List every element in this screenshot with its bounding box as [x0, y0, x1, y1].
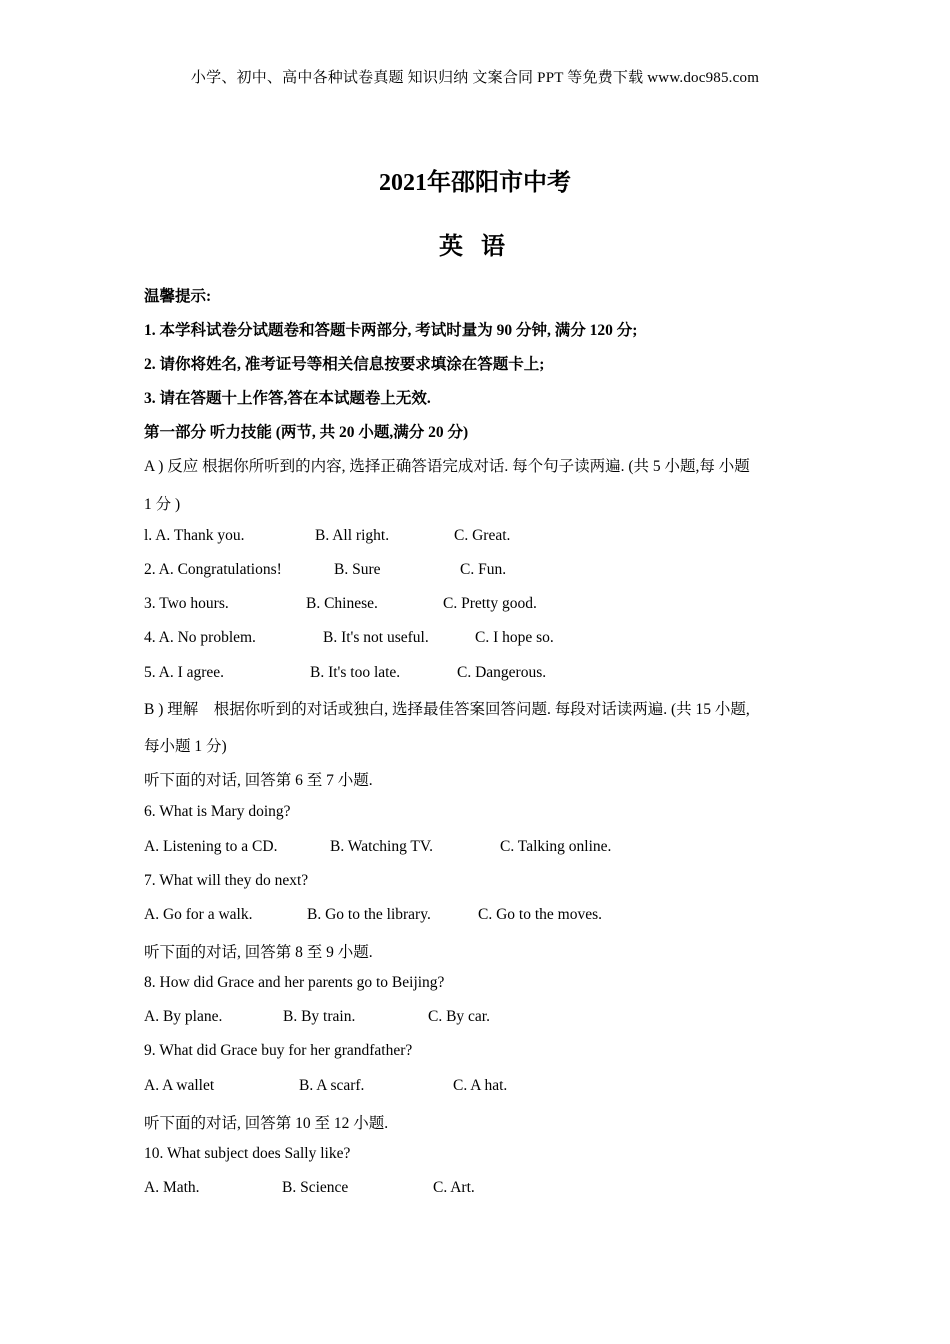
question-1 [144, 527, 844, 549]
group-instruction-8-9: 听下面的对话, 回答第 8 至 9 小题. [144, 944, 373, 961]
question-6-options [144, 838, 844, 860]
option-c: C. Fun. [460, 561, 507, 578]
option-b: B. It's too late. [310, 664, 401, 681]
option-a: A. Math. [144, 1179, 200, 1196]
option-b: B. All right. [315, 527, 390, 544]
part1-heading: 第一部分 听力技能 (两节, 共 20 小题,满分 20 分) [144, 424, 469, 441]
option-a: A. A wallet [144, 1077, 215, 1094]
tip-1: 1. 本学科试卷分试题卷和答题卡两部分, 考试时量为 90 分钟, 满分 120 分; [144, 322, 638, 339]
exam-title: 2021年邵阳市中考 [379, 170, 571, 196]
option-c: C. By car. [428, 1008, 490, 1025]
exam-subject: 英 语 [439, 234, 511, 260]
question-6-stem: 6. What is Mary doing? [144, 803, 291, 820]
tip-2: 2. 请你将姓名, 准考证号等相关信息按要求填涂在答题卡上; [144, 356, 545, 373]
question-3 [144, 595, 844, 617]
option-b: B. By train. [283, 1008, 356, 1025]
option-b: B. Science [282, 1179, 349, 1196]
option-b: B. Sure [334, 561, 381, 578]
tip-3: 3. 请在答题十上作答,答在本试题卷上无效. [144, 390, 431, 407]
option-c: C. I hope so. [475, 629, 554, 646]
option-c: C. Pretty good. [443, 595, 537, 612]
option-c: C. Great. [454, 527, 511, 544]
option-c: C. Dangerous. [457, 664, 547, 681]
sectionB-instructions-cont: 每小题 1 分) [144, 738, 227, 755]
option-a: A. Go for a walk. [144, 906, 253, 923]
sectionA-instructions: A ) 反应 根据你所听到的内容, 选择正确答语完成对话. 每个句子读两遍. (共 5 小题,每 小题 [144, 458, 750, 475]
group-instruction-6-7: 听下面的对话, 回答第 6 至 7 小题. [144, 772, 373, 789]
option-a: 3. Two hours. [144, 595, 229, 612]
question-8-options [144, 1008, 844, 1030]
question-9-options [144, 1077, 844, 1099]
question-2 [144, 561, 844, 583]
tips-heading: 温馨提示: [144, 288, 212, 305]
question-7-stem: 7. What will they do next? [144, 872, 309, 889]
question-8-stem: 8. How did Grace and her parents go to Beijing? [144, 974, 445, 991]
question-9-stem: 9. What did Grace buy for her grandfather? [144, 1042, 413, 1059]
option-c: C. A hat. [453, 1077, 508, 1094]
option-c: C. Go to the moves. [478, 906, 602, 923]
question-5 [144, 664, 844, 686]
question-4 [144, 629, 844, 651]
question-7-options [144, 906, 844, 928]
group-instruction-10-12: 听下面的对话, 回答第 10 至 12 小题. [144, 1115, 389, 1132]
option-c: C. Talking online. [500, 838, 612, 855]
option-a: 5. A. I agree. [144, 664, 225, 681]
option-a: 4. A. No problem. [144, 629, 256, 646]
option-a: 2. A. Congratulations! [144, 561, 282, 578]
question-10-stem: 10. What subject does Sally like? [144, 1145, 351, 1162]
option-a: A. By plane. [144, 1008, 223, 1025]
option-b: B. It's not useful. [323, 629, 429, 646]
option-c: C. Art. [433, 1179, 475, 1196]
sectionB-instructions: B ) 理解 根据你听到的对话或独白, 选择最佳答案回答问题. 每段对话读两遍. (共 15 小题, [144, 701, 750, 718]
page-header: 小学、初中、高中各种试卷真题 知识归纳 文案合同 PPT 等免费下载 www.doc985.com [190, 70, 760, 86]
sectionA-instructions-cont: 1 分 ) [144, 496, 181, 513]
option-b: B. Chinese. [306, 595, 378, 612]
question-10-options [144, 1179, 844, 1201]
option-a: l. A. Thank you. [144, 527, 245, 544]
option-b: B. A scarf. [299, 1077, 365, 1094]
option-a: A. Listening to a CD. [144, 838, 278, 855]
option-b: B. Watching TV. [330, 838, 433, 855]
option-b: B. Go to the library. [307, 906, 431, 923]
